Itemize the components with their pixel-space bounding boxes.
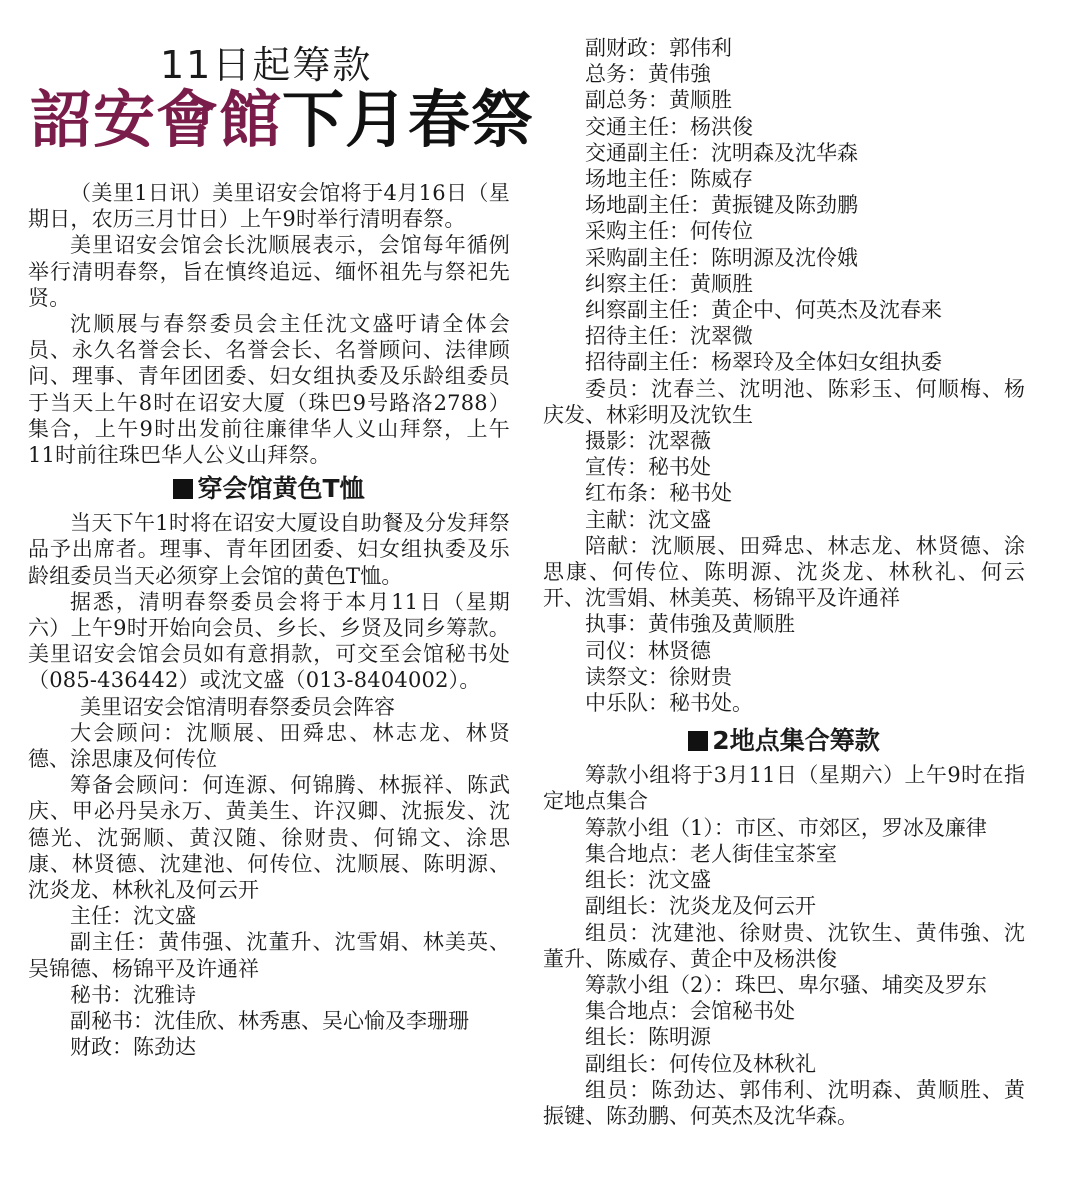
left-column (28, 180, 510, 1061)
committee-item: 纠察副主任：黄企中、何英杰及沈春来 (585, 298, 942, 323)
group-item: 副组长：沈炎龙及何云开 (585, 894, 816, 919)
committee-item: 交通副主任：沈明森及沈华森 (585, 140, 858, 165)
section-subhead (543, 724, 1025, 758)
committee-item: 摄影：沈翠薇 (585, 429, 711, 454)
committee-item: 副主任：黄伟强、沈董升、沈雪娟、林美英、吴锦德、杨锦平及许通祥 (28, 930, 510, 981)
kicker-headline: 11日起筹款 (160, 43, 373, 87)
committee-item: 执事：黄伟強及黄顺胜 (585, 612, 795, 637)
section-subhead (28, 472, 510, 506)
paragraph: 沈顺展与春祭委员会主任沈文盛吁请全体会员、永久名誉会长、名誉会长、名誉顾问、法律顾问、理事、青年团团委、妇女组执委及乐龄组委员于当天上午8时在诏安大厦（珠巴9号路洛2788）集合，上午9时出发前往廉律华人义山拜祭，上午11时前往珠巴华人公义山拜祭。 (28, 312, 510, 468)
main-headline (30, 84, 534, 156)
committee-item: 纠察主任：黄顺胜 (585, 271, 753, 296)
committee-item: 财政：陈劲达 (70, 1035, 196, 1060)
committee-list-title: 美里诏安会馆清明春祭委员会阵容 (80, 694, 395, 719)
committee-item: 采购副主任：陈明源及沈伶娥 (585, 245, 858, 270)
right-column (543, 35, 1025, 1129)
group-item: 筹款小组（2）：珠巴、卑尔骚、埔奕及罗东 (585, 972, 987, 997)
committee-item: 秘书：沈雅诗 (70, 982, 196, 1007)
group-item: 组长：沈文盛 (585, 868, 711, 893)
committee-item: 陪献：沈顺展、田舜忠、林志龙、林贤德、涂思康、何传位、陈明源、沈炎龙、林秋礼、何云开、沈雪娟、林美英、杨锦平及许通祥 (543, 533, 1025, 611)
headline-part1: 詔安會館 (30, 83, 283, 156)
paragraph: 当天下午1时将在诏安大厦设自助餐及分发拜祭品予出席者。理事、青年团团委、妇女组执委及乐龄组委员当天必须穿上会馆的黄色T恤。 (28, 511, 510, 588)
committee-item: 红布条：秘书处 (585, 481, 732, 506)
committee-item: 招待主任：沈翠微 (585, 324, 753, 349)
paragraph: 据悉，清明春祭委员会将于本月11日（星期六）上午9时开始向会员、乡长、乡贤及同乡筹款。美里诏安会馆会员如有意捐款，可交至会馆秘书处（085-436442）或沈文盛（013-8404002）。 (28, 589, 510, 693)
committee-item: 场地主任：陈威存 (585, 167, 753, 192)
group-item: 组员：陈劲达、郭伟利、沈明森、黄顺胜、黄振键、陈劲鹏、何英杰及沈华森。 (543, 1077, 1025, 1128)
committee-item: 委员：沈春兰、沈明池、陈彩玉、何顺梅、杨庆发、林彩明及沈钦生 (543, 376, 1025, 427)
committee-item: 副财政：郭伟利 (585, 36, 732, 60)
committee-item: 中乐队：秘书处。 (585, 691, 753, 716)
group-item: 集合地点：会馆秘书处 (585, 999, 795, 1024)
committee-item: 副秘书：沈佳欣、林秀惠、吴心愉及李珊珊 (70, 1009, 469, 1034)
committee-item: 宣传：秘书处 (585, 455, 711, 480)
group-item: 组长：陈明源 (585, 1025, 711, 1050)
committee-item: 总务：黄伟強 (585, 62, 711, 87)
group-item: 筹款小组（1）：市区、市郊区，罗冰及廉律 (585, 815, 987, 840)
committee-item: 筹备会顾问：何连源、何锦腾、林振祥、陈武庆、甲必丹吴永万、黄美生、许汉卿、沈振发、沈德光、沈弼顺、黄汉随、徐财贵、何锦文、涂思康、林贤德、沈建池、何传位、沈顺展、陈明源、沈炎龙、林秋礼及何云开 (28, 773, 510, 903)
paragraph: （美里1日讯）美里诏安会馆将于4月16日（星期日，农历三月廿日）上午9时举行清明春祭。 (28, 181, 510, 232)
committee-item: 采购主任：何传位 (585, 219, 753, 244)
paragraph: 筹款小组将于3月11日（星期六）上午9时在指定地点集合 (543, 763, 1025, 814)
committee-item: 招待副主任：杨翠玲及全体妇女组执委 (585, 350, 942, 375)
group-item: 集合地点：老人街佳宝茶室 (585, 841, 837, 866)
subhead-text: 2地点集合筹款 (712, 726, 880, 756)
committee-item: 大会顾问：沈顺展、田舜忠、林志龙、林贤德、涂思康及何传位 (28, 720, 510, 772)
headline-part2: 下月春祭 (282, 83, 535, 156)
committee-item: 读祭文：徐财贵 (585, 664, 732, 689)
square-bullet-icon (173, 479, 193, 499)
paragraph: 美里诏安会馆会长沈顺展表示，会馆每年循例举行清明春祭，旨在慎终追远、缅怀祖先与祭祀先贤。 (28, 233, 510, 310)
subhead-text: 穿会馆黄色T恤 (197, 474, 365, 504)
group-item: 副组长：何传位及林秋礼 (585, 1051, 816, 1076)
committee-item: 司仪：林贤德 (585, 638, 711, 663)
group-item: 组员：沈建池、徐财贵、沈钦生、黄伟強、沈董升、陈威存、黄企中及杨洪俊 (543, 920, 1025, 971)
committee-item: 主任：沈文盛 (70, 904, 196, 929)
square-bullet-icon (688, 731, 708, 751)
committee-item: 主献：沈文盛 (585, 507, 711, 532)
committee-item: 交通主任：杨洪俊 (585, 114, 753, 139)
committee-item: 场地副主任：黄振键及陈劲鹏 (585, 193, 858, 218)
committee-item: 副总务：黄顺胜 (585, 88, 732, 113)
